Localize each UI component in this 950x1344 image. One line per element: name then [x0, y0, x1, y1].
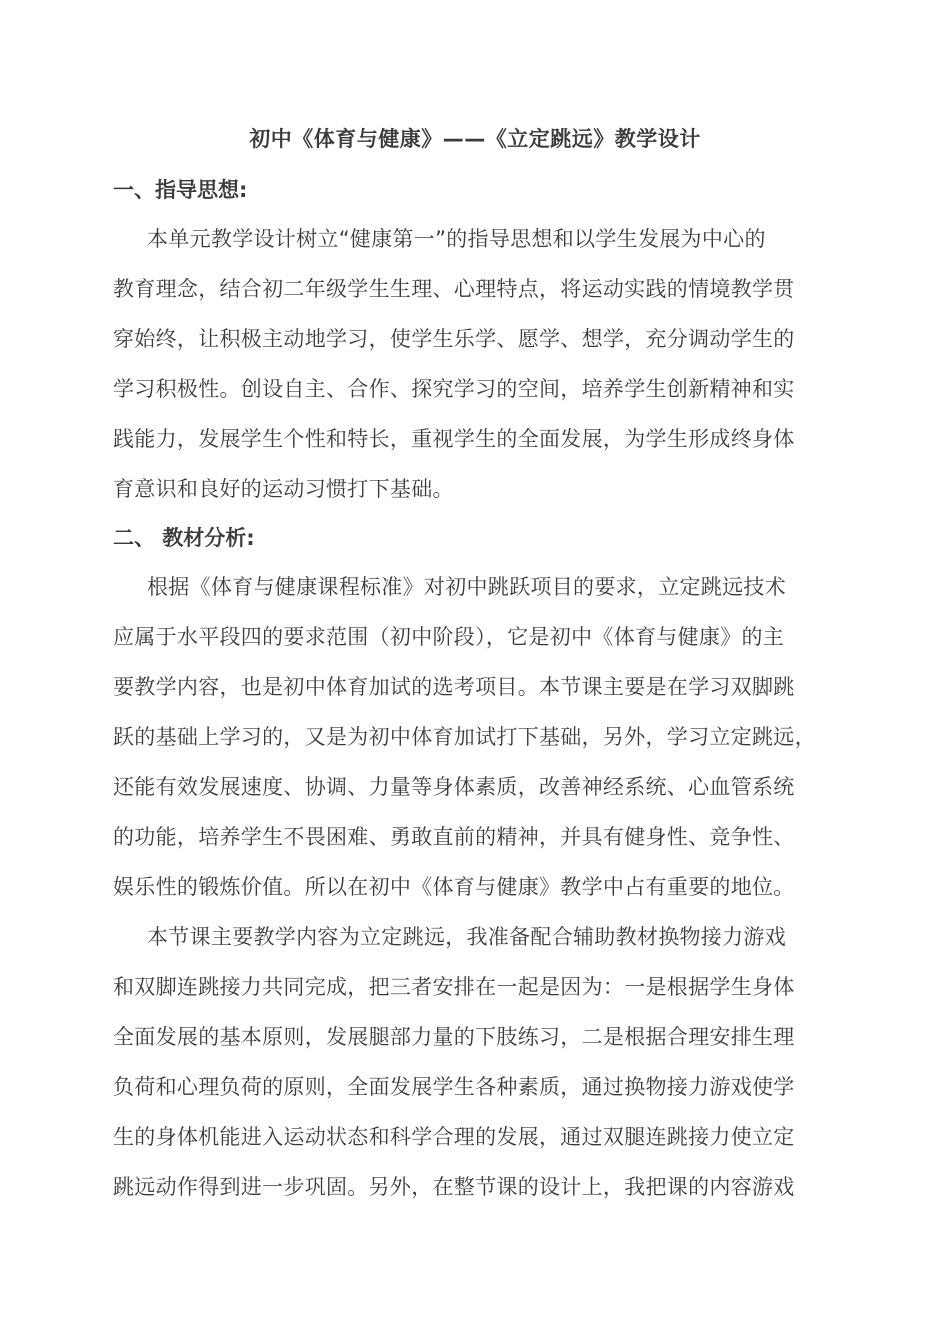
paragraph-line: 负荷和心理负荷的原则，全面发展学生各种素质，通过换物接力游戏使学	[113, 1075, 795, 1099]
paragraph-line: 的功能，培养学生不畏困难、勇敢直前的精神，并具有健身性、竞争性、	[113, 825, 795, 849]
paragraph-line: 本节课主要教学内容为立定跳远，我准备配合辅助教材换物接力游戏	[147, 925, 786, 949]
paragraph-line: 要教学内容，也是初中体育加试的选考项目。本节课主要是在学习双脚跳	[113, 675, 795, 699]
section-heading-material-analysis: 二、 教材分析:	[113, 526, 255, 550]
paragraph-line: 践能力，发展学生个性和特长，重视学生的全面发展，为学生形成终身体	[113, 427, 795, 451]
section-heading-guiding-thought: 一、指导思想:	[113, 178, 248, 202]
paragraph-line: 育意识和良好的运动习惯打下基础。	[113, 477, 454, 501]
paragraph-line: 教育理念，结合初二年级学生生理、心理特点，将运动实践的情境教学贯	[113, 277, 795, 301]
paragraph-line: 应属于水平段四的要求范围（初中阶段），它是初中《体育与健康》的主	[113, 625, 785, 649]
paragraph-line: 本单元教学设计树立“健康第一”的指导思想和以学生发展为中心的	[147, 227, 766, 251]
paragraph-line: 根据《体育与健康课程标准》对初中跳跃项目的要求，立定跳远技术	[147, 575, 786, 599]
paragraph-line: 还能有效发展速度、协调、力量等身体素质，改善神经系统、心血管系统	[113, 775, 795, 799]
paragraph-line: 生的身体机能进入运动状态和科学合理的发展，通过双腿连跳接力使立定	[113, 1125, 795, 1149]
paragraph-line: 学习积极性。创设自主、合作、探究学习的空间，培养学生创新精神和实	[113, 377, 795, 401]
paragraph-line: 娱乐性的锻炼价值。所以在初中《体育与健康》教学中占有重要的地位。	[113, 875, 795, 899]
document-title: 初中《体育与健康》——《立定跳远》教学设计	[249, 127, 701, 151]
paragraph-line: 全面发展的基本原则，发展腿部力量的下肢练习，二是根据合理安排生理	[113, 1025, 795, 1049]
paragraph-line: 和双脚连跳接力共同完成，把三者安排在一起是因为：一是根据学生身体	[113, 975, 795, 999]
paragraph-line: 穿始终，让积极主动地学习，使学生乐学、愿学、想学，充分调动学生的	[113, 327, 795, 351]
paragraph-line: 跃的基础上学习的，又是为初中体育加试打下基础，另外，学习立定跳远，	[113, 725, 816, 749]
paragraph-line: 跳远动作得到进一步巩固。另外，在整节课的设计上，我把课的内容游戏	[113, 1175, 795, 1199]
